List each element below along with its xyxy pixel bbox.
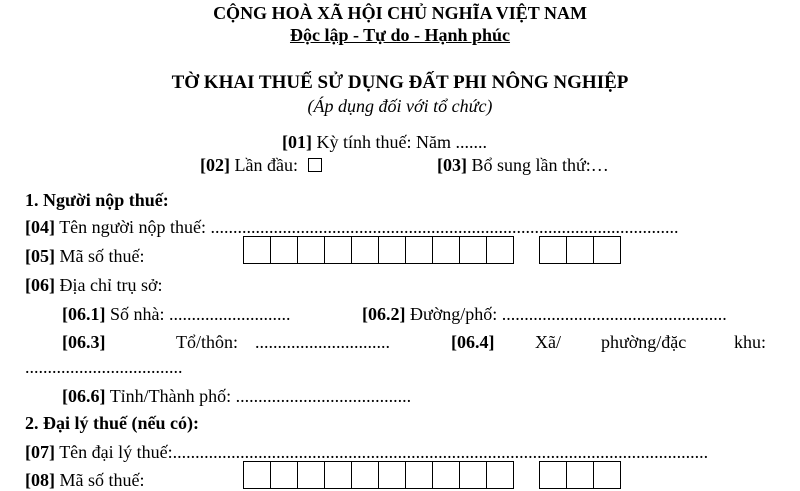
field-01-code: [01] <box>282 132 312 152</box>
field-06-2-label[interactable]: Đường/phố: .................................................. <box>410 304 727 324</box>
tax-code-digit-box[interactable] <box>405 236 433 264</box>
tax-code-digit-box[interactable] <box>351 236 379 264</box>
tax-code-digit-box[interactable] <box>270 236 298 264</box>
agent-tax-code-digit-box[interactable] <box>378 461 406 489</box>
tax-code-digit-box[interactable] <box>378 236 406 264</box>
agent-tax-code-boxes[interactable] <box>243 461 620 489</box>
field-06-4-word-2: phường/đặc <box>601 332 687 352</box>
field-06-4-code: [06.4] <box>451 332 495 352</box>
field-06-label: Địa chỉ trụ sở: <box>59 275 163 295</box>
national-motto: Độc lập - Tự do - Hạnh phúc <box>289 25 511 45</box>
field-05-label: Mã số thuế: <box>59 246 145 266</box>
field-07-label[interactable]: Tên đại lý thuế:....................................................................................................................... <box>59 442 709 462</box>
agent-tax-code-digit-box[interactable] <box>405 461 433 489</box>
field-06-1 <box>62 303 291 325</box>
country-name: CỘNG HOÀ XÃ HỘI CHỦ NGHĨA VIỆT NAM <box>213 3 587 23</box>
field-08 <box>25 469 145 491</box>
tax-code-digit-box[interactable] <box>324 236 352 264</box>
tax-code-branch-box[interactable] <box>566 236 594 264</box>
agent-tax-code-branch-box[interactable] <box>539 461 567 489</box>
section-2-heading: 2. Đại lý thuế (nếu có): <box>25 413 199 433</box>
field-02-code: [02] <box>200 155 230 175</box>
field-06-4-dots[interactable]: ................................... <box>25 357 183 377</box>
field-04-code: [04] <box>25 217 55 237</box>
field-07 <box>25 441 770 463</box>
field-06-3-dots[interactable]: .............................. <box>255 332 390 352</box>
form-title: TỜ KHAI THUẾ SỬ DỤNG ĐẤT PHI NÔNG NGHIỆP <box>171 72 629 93</box>
agent-tax-code-digit-box[interactable] <box>243 461 271 489</box>
field-06 <box>25 274 163 296</box>
field-01-label: Kỳ tính thuế: Năm ....... <box>316 132 487 152</box>
field-06-6-code: [06.6] <box>62 386 106 406</box>
agent-tax-code-digit-box[interactable] <box>324 461 352 489</box>
tax-code-branch-box[interactable] <box>539 236 567 264</box>
first-time-checkbox[interactable] <box>308 158 322 172</box>
tax-code-digit-box[interactable] <box>297 236 325 264</box>
field-06-1-label[interactable]: Số nhà: ........................... <box>110 304 291 324</box>
tax-code-digit-box[interactable] <box>243 236 271 264</box>
field-06-6-label[interactable]: Tỉnh/Thành phố: ....................................... <box>109 386 412 406</box>
field-06-3-label: Tổ/thôn: <box>176 332 238 352</box>
section-1-heading: 1. Người nộp thuế: <box>25 190 169 210</box>
field-03-label: Bổ sung lần thứ:… <box>471 155 609 175</box>
field-06-2-code: [06.2] <box>362 304 406 324</box>
field-06-3-code: [06.3] <box>62 332 106 352</box>
tax-code-digit-box[interactable] <box>459 236 487 264</box>
field-07-code: [07] <box>25 442 55 462</box>
agent-tax-code-digit-box[interactable] <box>459 461 487 489</box>
agent-tax-code-digit-box[interactable] <box>432 461 460 489</box>
field-04-label[interactable]: Tên người nộp thuế: ........................................................................................................ <box>59 217 679 237</box>
field-06-6 <box>62 385 411 407</box>
field-03 <box>437 154 609 176</box>
agent-tax-code-digit-box[interactable] <box>270 461 298 489</box>
agent-tax-code-digit-box[interactable] <box>351 461 379 489</box>
field-06-code: [06] <box>25 275 55 295</box>
field-02 <box>200 154 322 176</box>
tax-code-digit-box[interactable] <box>432 236 460 264</box>
field-06-2 <box>362 303 727 325</box>
tax-code-branch-box[interactable] <box>593 236 621 264</box>
field-06-4-word-3: khu: <box>734 332 767 352</box>
field-05-code: [05] <box>25 246 55 266</box>
field-06-1-code: [06.1] <box>62 304 106 324</box>
field-05 <box>25 245 145 267</box>
agent-tax-code-branch-box[interactable] <box>593 461 621 489</box>
field-08-label: Mã số thuế: <box>59 470 145 490</box>
agent-tax-code-digit-box[interactable] <box>486 461 514 489</box>
field-03-code: [03] <box>437 155 467 175</box>
field-06-4-word-1: Xã/ <box>535 332 561 352</box>
field-01 <box>282 131 487 153</box>
field-08-code: [08] <box>25 470 55 490</box>
field-02-label: Lần đầu: <box>234 155 298 175</box>
agent-tax-code-branch-box[interactable] <box>566 461 594 489</box>
tax-code-boxes[interactable] <box>243 236 620 264</box>
tax-code-digit-box[interactable] <box>486 236 514 264</box>
form-subtitle: (Áp dụng đối với tổ chức) <box>307 96 493 116</box>
field-04 <box>25 216 770 238</box>
agent-tax-code-digit-box[interactable] <box>297 461 325 489</box>
